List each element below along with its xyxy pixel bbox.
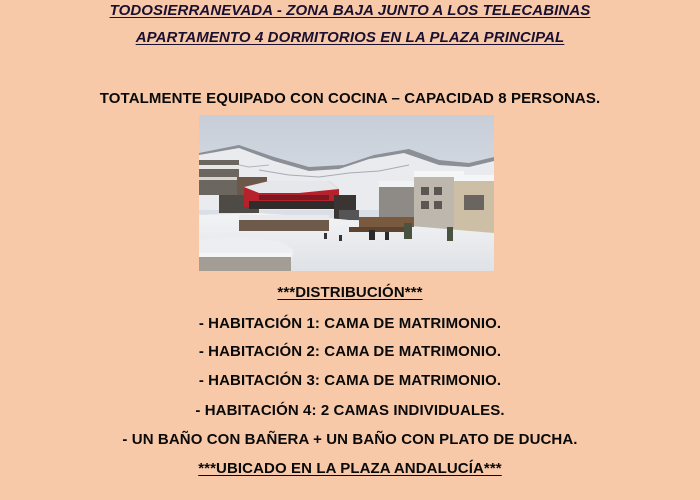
location-line: ***UBICADO EN LA PLAZA ANDALUCÍA***	[198, 460, 502, 477]
distribution-item-1: - HABITACIÓN 1: CAMA DE MATRIMONIO.	[198, 315, 502, 332]
distribution-item-4: - HABITACIÓN 4: 2 CAMAS INDIVIDUALES.	[195, 402, 505, 419]
header-line-1: TODOSIERRANEVADA - ZONA BAJA JUNTO A LOS TELECABINAS	[109, 2, 591, 19]
distribution-heading: ***DISTRIBUCIÓN***	[277, 284, 423, 301]
subtitle: TOTALMENTE EQUIPADO CON COCINA – CAPACIDAD 8 PERSONAS.	[99, 90, 601, 107]
ski-resort-plaza-photo	[199, 115, 494, 271]
distribution-item-5: - UN BAÑO CON BAÑERA + UN BAÑO CON PLATO DE DUCHA.	[122, 431, 578, 448]
distribution-item-3: - HABITACIÓN 3: CAMA DE MATRIMONIO.	[198, 372, 502, 389]
header-line-2: APARTAMENTO 4 DORMITORIOS EN LA PLAZA PRINCIPAL	[135, 29, 565, 46]
distribution-item-2: - HABITACIÓN 2: CAMA DE MATRIMONIO.	[198, 343, 502, 360]
